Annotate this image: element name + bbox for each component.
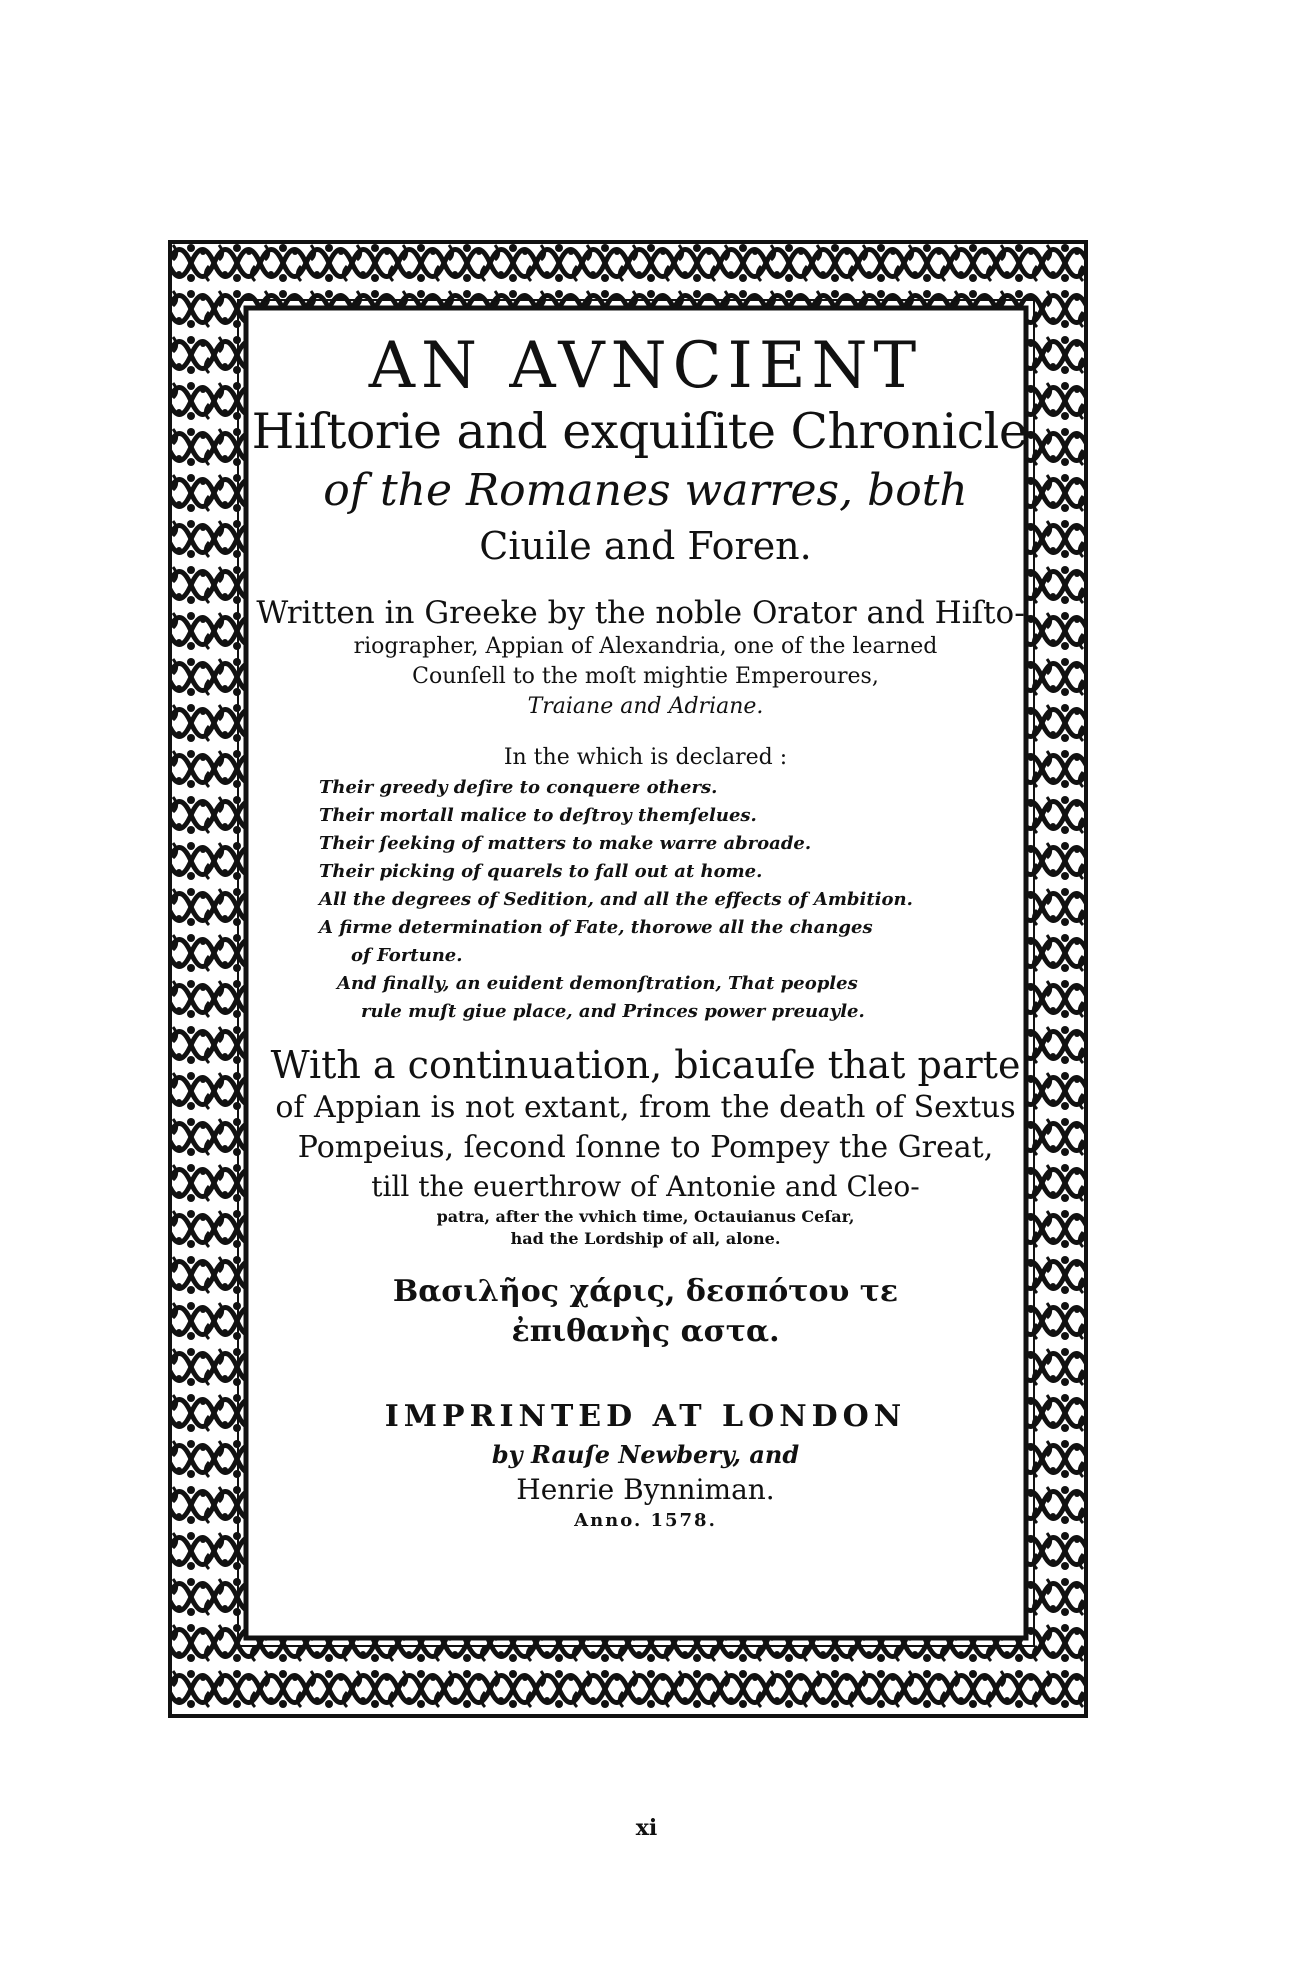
declaration-item: Their ſeeking of matters to make warre abroade.: [319, 833, 812, 854]
declaration-item: rule muſt giue place, and Princes power preuayle.: [361, 1001, 865, 1022]
title-line-3: of the Romanes warres, both: [323, 465, 968, 516]
page-number: xi: [635, 1815, 658, 1841]
declaration-item: All the degrees of Sedition, and all the effects of Ambition.: [319, 889, 913, 910]
continuation-line-2: of Appian is not extant, from the death of Sextus: [275, 1090, 1016, 1125]
written-line-2: riographer, Appian of Alexandria, one of the learned: [353, 634, 938, 659]
imprint-line-1: IMPRINTED AT LONDON: [384, 1399, 907, 1434]
title-line-4: Ciuile and Foren.: [479, 524, 812, 568]
written-line-4: Traiane and Adriane.: [527, 694, 764, 719]
declaration-item: of Fortune.: [351, 945, 463, 966]
greek-motto-line-2: ἐπιθανὴς αστα.: [511, 1314, 780, 1349]
title-line-1: AN AVNCIENT: [368, 329, 923, 403]
imprint-line-3: Henrie Bynniman.: [516, 1473, 775, 1506]
declaration-item: Their greedy deſire to conquere others.: [319, 777, 718, 798]
written-line-1: Written in Greeke by the noble Orator and Hiſto-: [256, 595, 1025, 631]
written-line-3: Counſell to the moſt mightie Emperoures,: [412, 664, 879, 689]
declaration-item: Their mortall malice to deſtroy themſelues.: [319, 805, 757, 826]
declared-heading: In the which is declared :: [503, 745, 788, 770]
continuation-line-6: had the Lordship of all, alone.: [510, 1229, 781, 1248]
declaration-item: A firme determination of Fate, thorowe all the changes: [319, 917, 873, 938]
imprint-line-2: by Rauſe Newbery, and: [491, 1440, 800, 1469]
continuation-line-5: patra, after the vvhich time, Octauianus Ceſar,: [436, 1207, 855, 1226]
imprint-year: Anno. 1578.: [574, 1510, 717, 1531]
continuation-line-4: till the euerthrow of Antonie and Cleo-: [371, 1170, 920, 1203]
title-line-2: Hiſtorie and exquiſite Chronicle: [251, 403, 1028, 460]
declaration-item: Their picking of quarels to fall out at home.: [319, 861, 763, 882]
title-block: [251, 318, 1034, 1608]
declaration-item: And finally, an euident demonſtration, That peoples: [337, 973, 858, 994]
continuation-line-3: Pompeius, ſecond ſonne to Pompey the Great,: [297, 1130, 994, 1165]
greek-motto-line-1: Βασιλῆος χάρις, δεσπότου τε: [392, 1274, 899, 1309]
continuation-line-1: With a continuation, bicauſe that parte: [270, 1043, 1021, 1087]
